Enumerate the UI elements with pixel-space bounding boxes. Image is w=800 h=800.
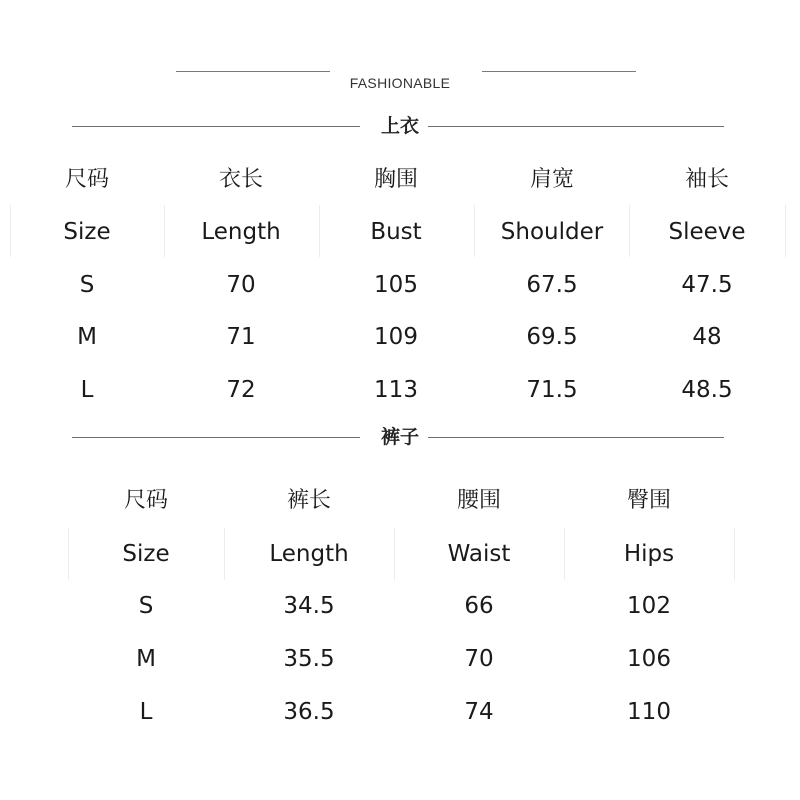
column-header-en: Size — [122, 541, 170, 567]
size-cell: L — [139, 699, 153, 725]
size-cell: M — [77, 324, 97, 350]
measurement-cell: 110 — [627, 699, 671, 725]
measurement-cell: 66 — [464, 593, 494, 619]
column-header-en: Waist — [447, 541, 511, 567]
measurement-cell: 102 — [627, 593, 671, 619]
column-header-en: Length — [201, 219, 281, 245]
column-header-en: Sleeve — [668, 219, 746, 245]
column-header-zh: 胸围 — [373, 167, 418, 192]
column-header-en: Bust — [370, 219, 422, 245]
size-cell: S — [138, 593, 154, 619]
column-divider — [734, 528, 735, 580]
column-header-zh: 腰围 — [456, 488, 501, 513]
size-cell: L — [80, 377, 94, 403]
measurement-cell: 67.5 — [526, 272, 578, 298]
measurement-cell: 36.5 — [283, 699, 335, 725]
measurement-cell: 71.5 — [526, 377, 578, 403]
size-cell: M — [136, 646, 156, 672]
measurement-cell: 70 — [464, 646, 494, 672]
measurement-cell: 70 — [226, 272, 256, 298]
column-header-zh: 裤长 — [286, 488, 331, 513]
measurement-cell: 113 — [374, 377, 418, 403]
column-header-en: Length — [269, 541, 349, 567]
measurement-cell: 69.5 — [526, 324, 578, 350]
column-header-en: Size — [63, 219, 111, 245]
measurement-cell: 106 — [627, 646, 671, 672]
measurement-cell: 34.5 — [283, 593, 335, 619]
brand-label: FASHIONABLE — [349, 75, 451, 91]
column-header-zh: 臀围 — [626, 488, 671, 513]
column-header-zh: 尺码 — [123, 488, 168, 513]
column-header-zh: 衣长 — [218, 167, 263, 192]
measurement-cell: 105 — [374, 272, 418, 298]
pants-section-title: 裤子 — [380, 426, 419, 448]
measurement-cell: 72 — [226, 377, 256, 403]
column-header-en: Shoulder — [500, 219, 604, 245]
column-divider — [564, 528, 565, 580]
column-header-zh: 袖长 — [684, 167, 729, 192]
size-cell: S — [79, 272, 95, 298]
measurement-cell: 48.5 — [681, 377, 733, 403]
measurement-cell: 71 — [226, 324, 256, 350]
measurement-cell: 109 — [374, 324, 418, 350]
column-divider — [394, 528, 395, 580]
measurement-cell: 47.5 — [681, 272, 733, 298]
measurement-cell: 48 — [692, 324, 722, 350]
column-header-zh: 肩宽 — [529, 167, 574, 192]
top-section-title: 上衣 — [380, 115, 419, 137]
measurement-cell: 74 — [464, 699, 494, 725]
column-header-en: Hips — [623, 541, 675, 567]
measurement-cell: 35.5 — [283, 646, 335, 672]
column-header-zh: 尺码 — [64, 167, 109, 192]
